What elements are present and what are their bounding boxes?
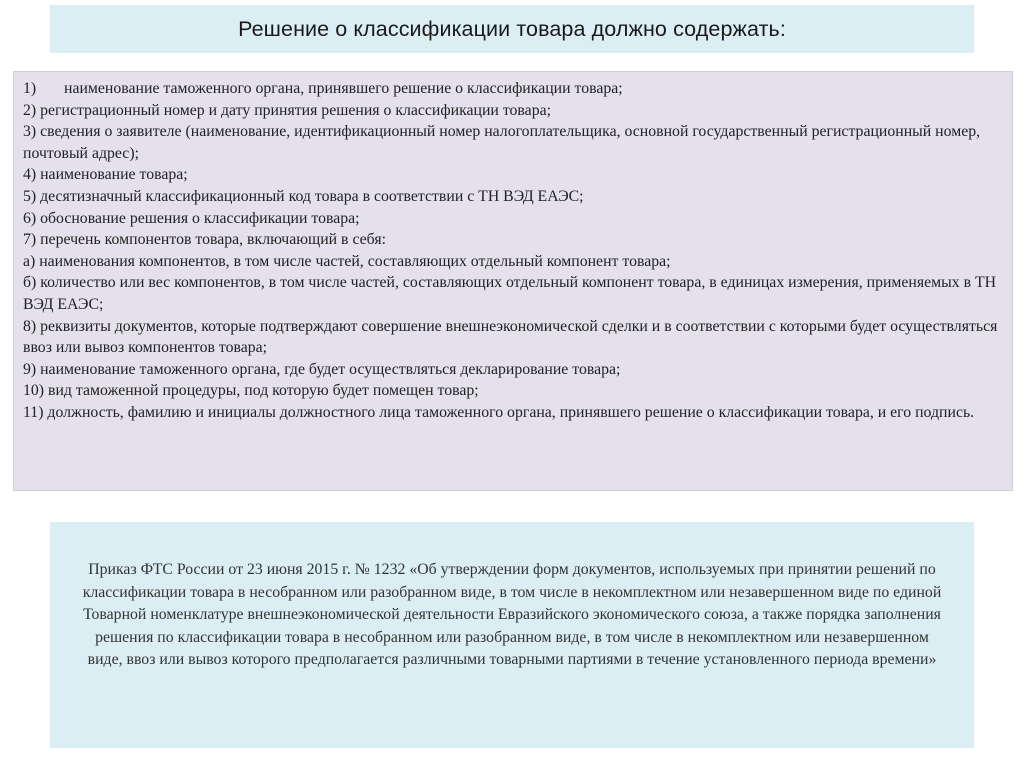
list-item: 3) сведения о заявителе (наименование, идентификационный номер налогоплательщика, основной государственный регистрационный номер, почтовый адрес); [23,123,981,162]
source-order-box [50,522,974,748]
list-item: б) количество или вес компонентов, в том числе частей, составляющих отдельный компонент товара, в единицах измерения, применяемых в ТН ВЭД ЕАЭС; [23,274,997,313]
list-item [23,78,1004,100]
list-item: 6) обоснование решения о классификации товара; [23,209,360,227]
list-item: 9) наименование таможенного органа, где будет осуществляться декларирование товара; [23,360,621,378]
requirements-list [13,71,1013,491]
list-item: 4) наименование товара; [23,166,188,184]
page-title: Решение о классификации товара должно содержать: [238,16,786,41]
list-item-text: наименование таможенного органа, принявшего решение о классификации товара; [64,80,623,97]
title-banner [50,5,974,53]
list-item: 8) реквизиты документов, которые подтверждают совершение внешнеэкономической сделки и в соответствии с которыми будет осуществляться ввоз или вывоз компонентов товара; [23,317,998,357]
list-item: а) наименования компонентов, в том числе частей, составляющих отдельный компонент товара; [23,252,671,270]
list-item: 5) десятизначный классификационный код товара в соответствии с ТН ВЭД ЕАЭС; [23,187,584,205]
list-item: 11) должность, фамилию и инициалы должностного лица таможенного органа, принявшего решение о классификации товара, и его подпись. [23,403,975,421]
source-order-text: Приказ ФТС России от 23 июня 2015 г. № 1232 «Об утверждении форм документов, используемых при принятии решений по классификации товара в несобранном или разобранном виде, в том числе в некомплектном или незавершенном виде по единой Товарной номенклатуре внешнеэкономической деятельности Евразийского экономического союза, а также порядка заполнения решения по классификации товара в несобранном или разобранном виде, в том числе в некомплектном или незавершенном виде, ввоз или вывоз которого предполагается различными товарными партиями в течение установленного периода времени» [82,561,942,669]
list-item: 2) регистрационный номер и дату принятия решения о классификации товара; [23,101,551,119]
list-item: 7) перечень компонентов товара, включающий в себя: [23,231,386,249]
list-item-number: 1) [23,80,37,97]
list-item: 10) вид таможенной процедуры, под которую будет помещен товар; [23,382,479,400]
